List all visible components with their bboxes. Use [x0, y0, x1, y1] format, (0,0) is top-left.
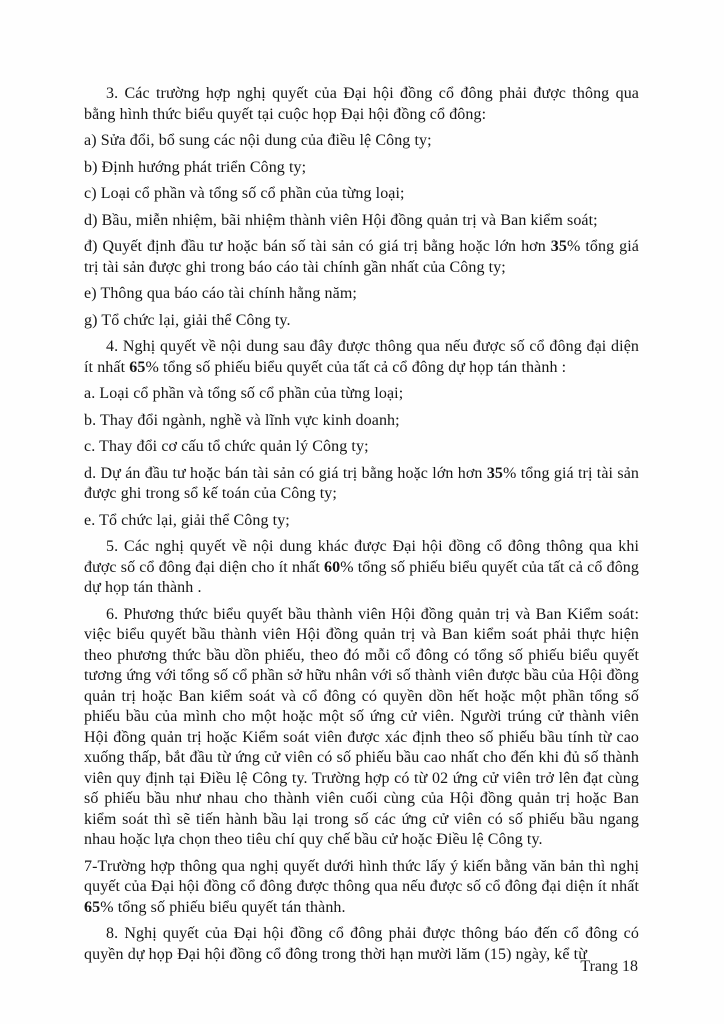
paragraph: c) Loại cổ phần và tổng số cổ phần của từng loại; [84, 185, 405, 202]
paragraph: 5. Các nghị quyết về nội dung khác được Đại hội đồng cổ đông thông qua khi được số cổ đông đại diện cho ít nhất 60% tổng số phiếu biểu quyết của tất cả cổ đông dự họp tán thành . [84, 538, 639, 596]
paragraph: a. Loại cổ phần và tổng số cổ phần của từng loại; [84, 385, 404, 402]
paragraph: c. Thay đổi cơ cấu tổ chức quản lý Công ty; [84, 438, 369, 455]
paragraph: g) Tổ chức lại, giải thể Công ty. [84, 311, 291, 329]
paragraph: 7-Trường hợp thông qua nghị quyết dưới hình thức lấy ý kiến bằng văn bản thì nghị quyết của Đại hội đồng cổ đông được thông qua nếu được số cổ đông đại diện ít nhất 65% tổng số phiếu biểu quyết tán thành. [84, 857, 639, 916]
paragraph: 3. Các trường hợp nghị quyết của Đại hội đồng cổ đông phải được thông qua bằng hình thức biểu quyết tại cuộc họp Đại hội đồng cổ đông: [84, 85, 639, 123]
paragraph: b. Thay đổi ngành, nghề và lĩnh vực kinh doanh; [84, 411, 400, 429]
page-footer [580, 958, 638, 976]
document-body [84, 84, 639, 971]
paragraph: d. Dự án đầu tư hoặc bán tài sản có giá trị bằng hoặc lớn hơn 35% tổng giá trị tài sản được ghi trong sổ kế toán của Công ty; [84, 464, 639, 502]
paragraph: 8. Nghị quyết của Đại hội đồng cổ đông phải được thông báo đến cổ đông có quyền dự họp Đại hội đồng cổ đông trong thời hạn mười lăm (15) ngày, kể từ [84, 925, 639, 963]
paragraph: 4. Nghị quyết về nội dung sau đây được thông qua nếu được số cổ đông đại diện ít nhất 65% tổng số phiếu biểu quyết của tất cả cổ đông dự họp tán thành : [84, 338, 639, 376]
page-number: Trang 18 [580, 958, 638, 975]
paragraph: 6. Phương thức biểu quyết bầu thành viên Hội đồng quản trị và Ban Kiểm soát: việc biểu quyết bầu thành viên Hội đồng quản trị và Ban kiểm soát phải thực hiện theo phương thức bầu dồn phiếu, theo đó mỗi cổ đông có tổng số phiếu biểu quyết tương ứng với tổng số cổ phần sở hữu nhân với số thành viên được bầu của Hội đồng quản trị hoặc Ban kiểm soát và cổ đông có quyền dồn hết hoặc một phần tổng số phiếu bầu của mình cho một hoặc một số ứng cử viên. Người trúng cử thành viên Hội đồng quản trị hoặc Kiểm soát viên được xác định theo số phiếu bầu tính từ cao xuống thấp, bắt đầu từ ứng cử viên có số phiếu bầu cao nhất cho đến khi đủ số thành viên quy định tại Điều lệ Công ty. Trường hợp có từ 02 ứng cử viên trở lên đạt cùng số phiếu bầu như nhau cho thành viên cuối cùng của Hội đồng quản trị hoặc Ban kiểm soát thì sẽ tiến hành bầu lại trong số các ứng cử viên có số phiếu bầu ngang nhau hoặc lựa chọn theo tiêu chí quy chế bầu cử hoặc Điều lệ Công ty. [84, 605, 639, 848]
paragraph: a) Sửa đổi, bổ sung các nội dung của điều lệ Công ty; [84, 132, 432, 149]
paragraph: đ) Quyết định đầu tư hoặc bán số tài sản có giá trị bằng hoặc lớn hơn 35% tổng giá trị tài sản được ghi trong báo cáo tài chính gần nhất của Công ty; [84, 238, 640, 276]
paragraph: e. Tổ chức lại, giải thể Công ty; [84, 511, 290, 529]
paragraph: b) Định hướng phát triển Công ty; [84, 158, 307, 176]
paragraph: e) Thông qua báo cáo tài chính hằng năm; [84, 285, 357, 302]
paragraph: d) Bầu, miễn nhiệm, bãi nhiệm thành viên Hội đồng quản trị và Ban kiểm soát; [84, 211, 598, 229]
